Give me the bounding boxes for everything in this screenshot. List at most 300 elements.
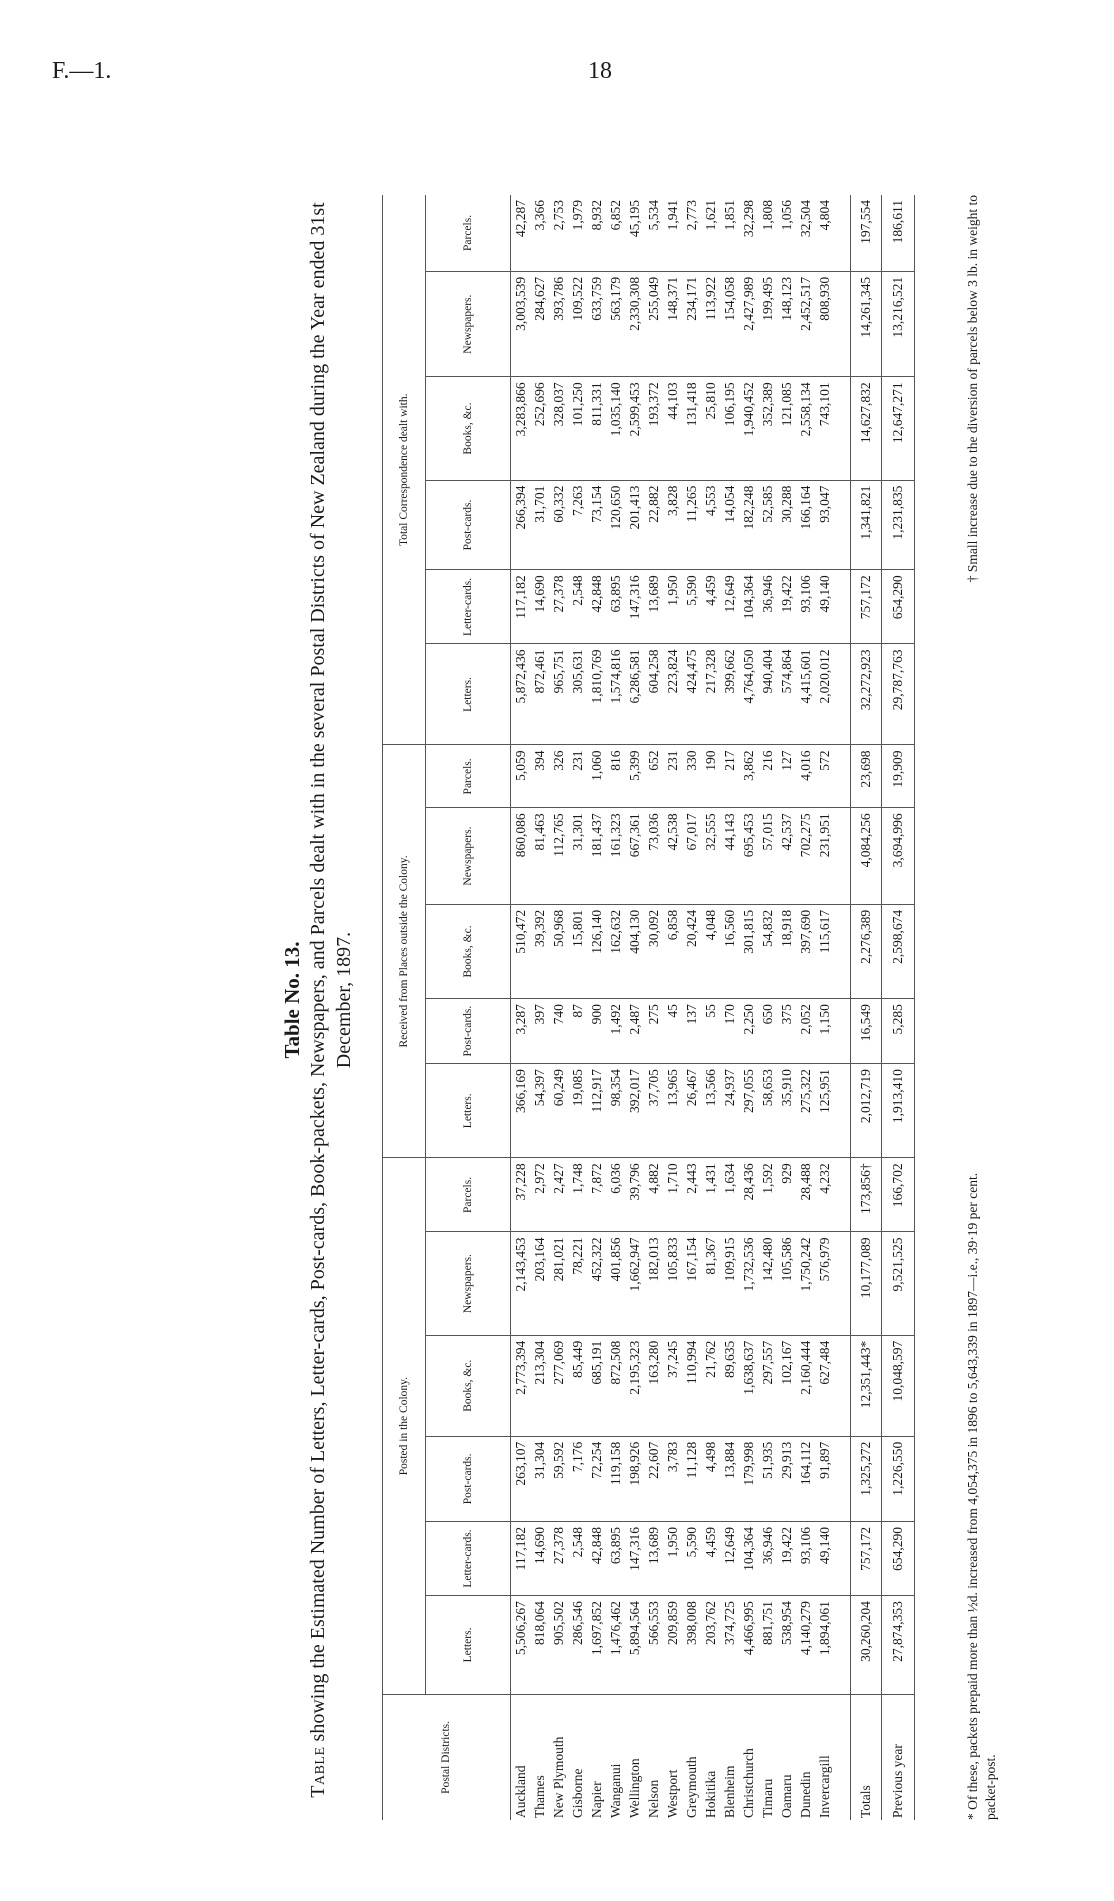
value-cell: 5,506,267 [511,1596,531,1695]
value-cell: 148,371 [663,271,682,376]
value-cell: 223,824 [663,644,682,745]
value-cell: 1,226,550 [882,1436,915,1521]
value-cell: 166,702 [882,1158,915,1232]
district-header: Postal Districts. [383,1694,511,1820]
value-cell: 743,101 [815,377,834,480]
page-number: 18 [588,58,612,84]
group-header-received: Received from Places outside the Colony. [383,745,426,1158]
value-cell: 4,498 [701,1436,720,1521]
value-cell: 119,158 [606,1436,625,1521]
value-cell: 4,459 [701,1522,720,1596]
value-cell: 199,495 [758,271,777,376]
value-cell: 702,275 [796,808,815,905]
value-cell: 3,003,539 [511,271,531,376]
value-cell: 757,172 [851,570,882,644]
table-label: Table No. 13. [280,941,304,1059]
district-name-cell: Previous year [882,1694,915,1820]
value-cell: 2,599,453 [625,377,644,480]
value-cell: 5,285 [882,999,915,1064]
value-cell: 93,106 [796,570,815,644]
table-row [587,195,606,1820]
value-cell: 234,171 [682,271,701,376]
value-cell: 328,037 [549,377,568,480]
value-cell: 2,250 [739,999,758,1064]
value-cell: 120,650 [606,480,625,570]
value-cell: 115,617 [815,904,834,998]
statistics-table-container [382,195,915,1820]
value-cell: 18,918 [777,904,796,998]
table-row [758,195,777,1820]
value-cell: 26,467 [682,1064,701,1158]
value-cell: 32,555 [701,808,720,905]
value-cell: 44,143 [720,808,739,905]
value-cell: 5,590 [682,1522,701,1596]
value-cell: 538,954 [777,1596,796,1695]
value-cell: 352,389 [758,377,777,480]
district-name-cell: Totals [851,1694,882,1820]
value-cell: 3,283,866 [511,377,531,480]
value-cell: 190 [701,745,720,808]
district-name-cell: Invercargill [816,1755,832,1818]
value-cell: 42,848 [587,1522,606,1596]
table-row [682,195,701,1820]
value-cell: 63,895 [606,1522,625,1596]
value-cell: 1,950 [663,1522,682,1596]
value-cell: 28,488 [796,1158,815,1232]
value-cell: 685,191 [587,1335,606,1436]
value-cell: 2,548 [568,1522,587,1596]
value-cell: 89,635 [720,1335,739,1436]
column-header-total: Letter-cards. [426,570,511,644]
value-cell: 375 [777,999,796,1064]
table-row [549,195,568,1820]
value-cell: 7,263 [568,480,587,570]
value-cell: 31,301 [568,808,587,905]
value-cell: 401,856 [606,1232,625,1335]
value-cell: 1,808 [758,195,777,271]
value-cell: 574,864 [777,644,796,745]
value-cell: 213,304 [530,1335,549,1436]
value-cell: 27,874,353 [882,1596,915,1695]
value-cell: 305,631 [568,644,587,745]
value-cell: 965,751 [549,644,568,745]
value-cell: 905,502 [549,1596,568,1695]
value-cell: 2,972 [530,1158,549,1232]
value-cell: 6,858 [663,904,682,998]
value-cell: 10,048,597 [882,1335,915,1436]
page-identifier: F.—1. [52,58,112,84]
value-cell: 2,443 [682,1158,701,1232]
value-cell: 14,054 [720,480,739,570]
value-cell: 42,537 [777,808,796,905]
value-cell: 98,354 [606,1064,625,1158]
column-header-total: Letters. [426,644,511,745]
value-cell: 4,415,601 [796,644,815,745]
table-row [568,195,587,1820]
value-cell: 275 [644,999,663,1064]
table-row [625,195,644,1820]
value-cell: 1,634 [720,1158,739,1232]
value-cell: 297,557 [758,1335,777,1436]
value-cell: 252,696 [530,377,549,480]
value-cell: 399,662 [720,644,739,745]
value-cell: 22,607 [644,1436,663,1521]
value-cell: 42,538 [663,808,682,905]
group-header-posted: Posted in the Colony. [383,1158,426,1694]
column-header-received: Parcels. [426,745,511,808]
value-cell: 58,653 [758,1064,777,1158]
value-cell: 186,611 [882,195,915,271]
value-cell: 166,164 [796,480,815,570]
value-cell: 54,397 [530,1064,549,1158]
value-cell: 5,399 [625,745,644,808]
value-cell: 2,052 [796,999,815,1064]
district-name-cell: Thames [531,1775,547,1818]
value-cell: 940,404 [758,644,777,745]
value-cell: 1,035,140 [606,377,625,480]
value-cell: 35,910 [777,1064,796,1158]
value-cell: 49,140 [815,1522,834,1596]
value-cell: 37,228 [511,1158,531,1232]
value-cell: 24,937 [720,1064,739,1158]
value-cell: 13,216,521 [882,271,915,376]
value-cell: 193,372 [644,377,663,480]
district-name-cell: Blenheim [721,1765,737,1818]
value-cell: 162,632 [606,904,625,998]
value-cell: 2,330,308 [625,271,644,376]
value-cell: 104,364 [739,1522,758,1596]
value-cell: 757,172 [851,1522,882,1596]
value-cell: 5,894,564 [625,1596,644,1695]
value-cell: 2,598,674 [882,904,915,998]
value-cell: 10,177,089 [851,1232,882,1335]
value-cell: 1,979 [568,195,587,271]
footnote-continuation: packet-post. [983,1754,998,1820]
value-cell: 1,950 [663,570,682,644]
value-cell: 105,833 [663,1232,682,1335]
value-cell: 510,472 [511,904,531,998]
value-cell: 104,364 [739,570,758,644]
value-cell: 281,021 [549,1232,568,1335]
value-cell: 32,504 [796,195,815,271]
district-name-cell: Hokitika [702,1770,718,1818]
value-cell: 23,698 [851,745,882,808]
group-header-total: Total Correspondence dealt with. [383,195,426,745]
column-header-total: Post-cards. [426,480,511,570]
value-cell: 57,015 [758,808,777,905]
value-cell: 101,250 [568,377,587,480]
value-cell: 263,107 [511,1436,531,1521]
value-cell: 284,627 [530,271,549,376]
value-cell: 203,762 [701,1596,720,1695]
footnotes [964,195,1000,1820]
value-cell: 4,764,050 [739,644,758,745]
value-cell: 19,422 [777,570,796,644]
column-header-posted: Letters. [426,1596,511,1695]
value-cell: 929 [777,1158,796,1232]
table-row [796,195,815,1820]
value-cell: 37,705 [644,1064,663,1158]
value-cell: 4,553 [701,480,720,570]
value-cell: 740 [549,999,568,1064]
value-cell: 1,710 [663,1158,682,1232]
value-cell: 452,322 [587,1232,606,1335]
value-cell: 85,449 [568,1335,587,1436]
value-cell: 11,128 [682,1436,701,1521]
value-cell: 42,287 [511,195,531,271]
value-cell: 297,055 [739,1064,758,1158]
value-cell: 4,466,995 [739,1596,758,1695]
value-cell: 900 [587,999,606,1064]
value-cell: 277,069 [549,1335,568,1436]
value-cell: 55 [701,999,720,1064]
value-cell: 209,859 [663,1596,682,1695]
value-cell: 13,566 [701,1064,720,1158]
value-cell: 45 [663,999,682,1064]
value-cell: 81,367 [701,1232,720,1335]
value-cell: 3,287 [511,999,531,1064]
value-cell: 1,492 [606,999,625,1064]
value-cell: 1,592 [758,1158,777,1232]
statistics-table [382,195,915,1820]
value-cell: 93,047 [815,480,834,570]
value-cell: 121,085 [777,377,796,480]
table-row [739,195,758,1820]
value-cell: 330 [682,745,701,808]
column-header-total: Newspapers. [426,271,511,376]
value-cell: 14,627,832 [851,377,882,480]
footnote-dagger: † Small increase due to the diversion of parcels below 3 lb. in weight to [965,195,980,583]
value-cell: 2,012,719 [851,1064,882,1158]
totals-row [851,195,882,1820]
value-cell: 117,182 [511,1522,531,1596]
value-cell: 42,848 [587,570,606,644]
district-name-cell: Wellington [626,1758,642,1818]
value-cell: 2,773 [682,195,701,271]
value-cell: 266,394 [511,480,531,570]
value-cell: 161,323 [606,808,625,905]
value-cell: 572 [815,745,834,808]
value-cell: 404,130 [625,904,644,998]
value-cell: 816 [606,745,625,808]
value-cell: 39,796 [625,1158,644,1232]
value-cell: 173,856† [851,1158,882,1232]
value-cell: 2,143,453 [511,1232,531,1335]
value-cell: 2,487 [625,999,644,1064]
value-cell: 2,753 [549,195,568,271]
value-cell: 30,260,204 [851,1596,882,1695]
value-cell: 19,909 [882,745,915,808]
value-cell: 54,832 [758,904,777,998]
value-cell: 9,521,525 [882,1232,915,1335]
value-cell: 112,917 [587,1064,606,1158]
value-cell: 45,195 [625,195,644,271]
value-cell: 1,750,242 [796,1232,815,1335]
value-cell: 4,140,279 [796,1596,815,1695]
value-cell: 22,882 [644,480,663,570]
value-cell: 147,316 [625,570,644,644]
value-cell: 231 [568,745,587,808]
value-cell: 59,592 [549,1436,568,1521]
value-cell: 1,638,637 [739,1335,758,1436]
table-row [777,195,796,1820]
value-cell: 25,810 [701,377,720,480]
value-cell: 811,331 [587,377,606,480]
value-cell: 112,765 [549,808,568,905]
value-cell: 29,913 [777,1436,796,1521]
value-cell: 73,036 [644,808,663,905]
value-cell: 13,884 [720,1436,739,1521]
table-row [720,195,739,1820]
table-caption [274,170,374,1830]
column-header-total: Parcels. [426,195,511,271]
district-name-cell: Dunedin [797,1771,813,1818]
district-name-cell: Gisborne [569,1768,585,1818]
value-cell: 52,585 [758,480,777,570]
footnote-star: * Of these, packets prepaid more than ½d. increased from 4,054,375 in 1896 to 5,643,339 in 1897—i.e., 39·19 per cent. [965,1172,980,1820]
value-cell: 4,084,256 [851,808,882,905]
value-cell: 1,431 [701,1158,720,1232]
value-cell: 576,979 [815,1232,834,1335]
value-cell: 695,453 [739,808,758,905]
value-cell: 2,276,389 [851,904,882,998]
value-cell: 14,261,345 [851,271,882,376]
value-cell: 654,290 [882,1522,915,1596]
value-cell: 1,662,947 [625,1232,644,1335]
value-cell: 127 [777,745,796,808]
value-cell: 1,056 [777,195,796,271]
value-cell: 27,378 [549,1522,568,1596]
value-cell: 2,160,444 [796,1335,815,1436]
value-cell: 374,725 [720,1596,739,1695]
column-header-received: Newspapers. [426,808,511,905]
value-cell: 650 [758,999,777,1064]
value-cell: 231,951 [815,808,834,905]
value-cell: 3,828 [663,480,682,570]
table-row [511,195,531,1820]
value-cell: 1,060 [587,745,606,808]
value-cell: 197,554 [851,195,882,271]
value-cell: 93,106 [796,1522,815,1596]
value-cell: 217 [720,745,739,808]
value-cell: 1,476,462 [606,1596,625,1695]
value-cell: 397 [530,999,549,1064]
value-cell: 164,112 [796,1436,815,1521]
value-cell: 125,951 [815,1064,834,1158]
value-cell: 60,332 [549,480,568,570]
value-cell: 3,694,996 [882,808,915,905]
value-cell: 1,621 [701,195,720,271]
value-cell: 12,649 [720,570,739,644]
value-cell: 872,461 [530,644,549,745]
value-cell: 16,560 [720,904,739,998]
value-cell: 102,167 [777,1335,796,1436]
value-cell: 6,036 [606,1158,625,1232]
value-cell: 16,549 [851,999,882,1064]
value-cell: 13,689 [644,570,663,644]
value-cell: 32,272,923 [851,644,882,745]
value-cell: 131,418 [682,377,701,480]
value-cell: 154,058 [720,271,739,376]
value-cell: 627,484 [815,1335,834,1436]
value-cell: 78,221 [568,1232,587,1335]
value-cell: 13,689 [644,1522,663,1596]
value-cell: 1,732,536 [739,1232,758,1335]
value-cell: 19,422 [777,1522,796,1596]
district-name-cell: New Plymouth [550,1736,566,1818]
value-cell: 39,392 [530,904,549,998]
value-cell: 2,020,012 [815,644,834,745]
value-cell: 818,064 [530,1596,549,1695]
value-cell: 392,017 [625,1064,644,1158]
value-cell: 27,378 [549,570,568,644]
value-cell: 393,786 [549,271,568,376]
value-cell: 11,265 [682,480,701,570]
value-cell: 31,701 [530,480,549,570]
district-name-cell: Wanganui [607,1763,623,1818]
value-cell: 137 [682,999,701,1064]
value-cell: 81,463 [530,808,549,905]
previous-year-row [882,195,915,1820]
value-cell: 216 [758,745,777,808]
value-cell: 231 [663,745,682,808]
table-row [530,195,549,1820]
value-cell: 6,286,581 [625,644,644,745]
value-cell: 652 [644,745,663,808]
value-cell: 2,427 [549,1158,568,1232]
value-cell: 286,546 [568,1596,587,1695]
value-cell: 2,548 [568,570,587,644]
value-cell: 19,085 [568,1064,587,1158]
value-cell: 67,017 [682,808,701,905]
district-name-cell: Timaru [759,1778,775,1818]
value-cell: 179,998 [739,1436,758,1521]
value-cell: 170 [720,999,739,1064]
value-cell: 1,940,452 [739,377,758,480]
value-cell: 20,424 [682,904,701,998]
value-cell: 326 [549,745,568,808]
column-header-received: Books, &c. [426,904,511,998]
value-cell: 106,195 [720,377,739,480]
table-title [305,170,357,1830]
value-cell: 201,413 [625,480,644,570]
value-cell: 36,946 [758,570,777,644]
value-cell: 32,298 [739,195,758,271]
value-cell: 654,290 [882,570,915,644]
value-cell: 5,590 [682,570,701,644]
value-cell: 30,092 [644,904,663,998]
value-cell: 7,176 [568,1436,587,1521]
value-cell: 275,322 [796,1064,815,1158]
value-cell: 36,946 [758,1522,777,1596]
value-cell: 397,690 [796,904,815,998]
value-cell: 50,968 [549,904,568,998]
value-cell: 3,862 [739,745,758,808]
value-cell: 5,872,436 [511,644,531,745]
value-cell: 182,248 [739,480,758,570]
column-header-posted: Parcels. [426,1158,511,1232]
table-title-text: showing the Estimated Number of Letters, Letter-cards, Post-cards, Book-packets, Newspapers, and Parcels dealt with in the several Postal Districts of New Zealand during the Year ended 31st December, 1897. [307,202,355,1742]
value-cell: 12,649 [720,1522,739,1596]
value-cell: 1,150 [815,999,834,1064]
district-name-cell: Napier [588,1781,604,1818]
value-cell: 1,748 [568,1158,587,1232]
value-cell: 63,895 [606,570,625,644]
value-cell: 3,366 [530,195,549,271]
value-cell: 12,351,443* [851,1335,882,1436]
value-cell: 21,762 [701,1335,720,1436]
value-cell: 6,852 [606,195,625,271]
